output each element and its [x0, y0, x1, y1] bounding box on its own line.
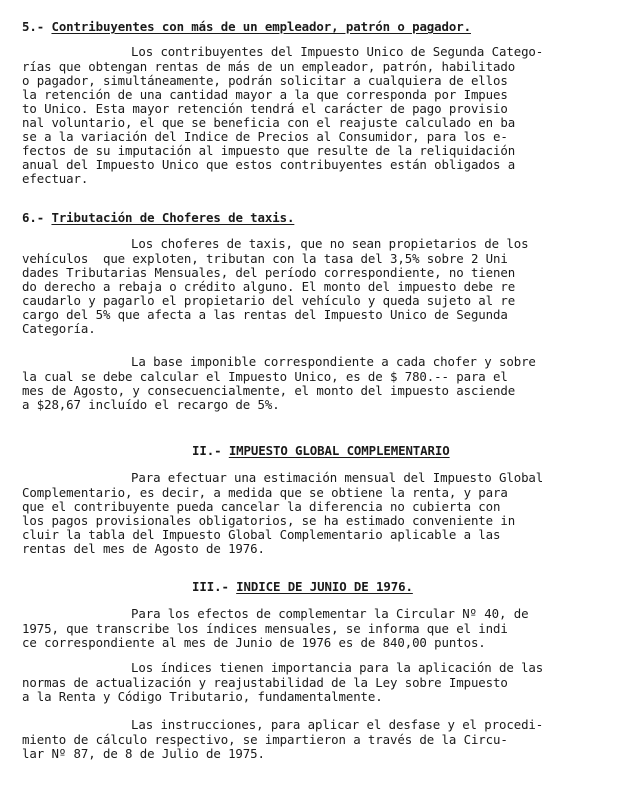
section-iii-line: a la Renta y Código Tributario, fundamentalmente. [22, 689, 383, 704]
section-5-heading [22, 20, 471, 34]
section-iii-line: Las instrucciones, para aplicar el desfase y el procedi- [131, 717, 544, 732]
section-5-line: la retención de una cantidad mayor a la que corresponda por Impues [22, 87, 508, 102]
section-iii-line: 1975, que transcribe los índices mensuales, se informa que el indi [22, 621, 508, 636]
section-6-line: a $28,67 incluído el recargo de 5%. [22, 397, 280, 412]
section-5-line: o pagador, simultáneamente, podrán solicitar a cualquiera de ellos [22, 73, 508, 88]
section-iii-title: INDICE DE JUNIO DE 1976. [236, 579, 413, 594]
section-ii-heading [192, 444, 450, 458]
section-5-line: se a la variación del Indice de Precios al Consumidor, para los e- [22, 129, 508, 144]
section-ii-line: que el contribuyente pueda cancelar la diferencia no cubierta con [22, 499, 501, 514]
section-ii-number: II.- [192, 443, 229, 458]
section-6-line: caudarlo y pagarlo el propietario del vehículo y queda sujeto al re [22, 293, 516, 308]
section-6-line: mes de Agosto, y consecuencialmente, el monto del impuesto asciende [22, 383, 516, 398]
section-iii-line: Los índices tienen importancia para la aplicación de las [131, 660, 544, 675]
section-5-line: nal voluntario, el que se beneficia con el reajuste calculado en ba [22, 115, 516, 130]
section-6-line: cargo del 5% que afecta a las rentas del Impuesto Unico de Segunda [22, 307, 508, 322]
section-iii-line: normas de actualización y reajustabilidad de la Ley sobre Impuesto [22, 675, 508, 690]
section-ii-line: los pagos provisionales obligatorios, se ha estimado conveniente in [22, 513, 516, 528]
section-5-line: fectos de su imputación al impuesto que resulte de la reliquidación [22, 143, 516, 158]
section-iii-line: Para los efectos de complementar la Circular Nº 40, de [131, 606, 529, 621]
section-6-line: la cual se debe calcular el Impuesto Unico, es de $ 780.-- para el [22, 369, 508, 384]
section-5-line: Los contribuyentes del Impuesto Unico de Segunda Catego- [131, 44, 544, 59]
section-iii-heading [192, 580, 413, 594]
section-ii-line: Complementario, es decir, a medida que se obtiene la renta, y para [22, 485, 508, 500]
section-6-line: Los choferes de taxis, que no sean propietarios de los [131, 236, 529, 251]
section-5-number: 5.- [22, 19, 52, 34]
section-ii-title: IMPUESTO GLOBAL COMPLEMENTARIO [228, 443, 450, 458]
section-iii-line: ce correspondiente al mes de Junio de 1976 es de 840,00 puntos. [22, 635, 486, 650]
section-6-title: Tributación de Choferes de taxis. [51, 210, 295, 225]
section-6-line: La base imponible correspondiente a cada chofer y sobre [131, 354, 536, 369]
section-ii-line: Para efectuar una estimación mensual del Impuesto Global [131, 470, 544, 485]
section-5-line: anual del Impuesto Unico que estos contribuyentes están obligados a [22, 157, 516, 172]
section-5-title: Contribuyentes con más de un empleador, patrón o pagador. [51, 19, 471, 34]
section-6-line: do derecho a rebaja o crédito alguno. El monto del impuesto debe re [22, 279, 516, 294]
section-ii-line: cluir la tabla del Impuesto Global Complementario aplicable a las [22, 527, 501, 542]
section-iii-number: III.- [192, 579, 237, 594]
section-5-line: efectuar. [22, 171, 89, 186]
section-6-line: Categoría. [22, 321, 96, 336]
section-5-line: rías que obtengan rentas de más de un empleador, patrón, habilitado [22, 59, 516, 74]
section-6-number: 6.- [22, 210, 52, 225]
section-6-heading [22, 211, 294, 225]
section-iii-line: lar Nº 87, de 8 de Julio de 1975. [22, 746, 265, 761]
section-5-line: to Unico. Esta mayor retención tendrá el carácter de pago provisio [22, 101, 508, 116]
section-iii-line: miento de cálculo respectivo, se impartieron a través de la Circu- [22, 732, 508, 747]
section-ii-line: rentas del mes de Agosto de 1976. [22, 541, 265, 556]
section-6-line: vehículos que exploten, tributan con la tasa del 3,5% sobre 2 Uni [22, 251, 508, 266]
section-6-line: dades Tributarias Mensuales, del período correspondiente, no tienen [22, 265, 516, 280]
